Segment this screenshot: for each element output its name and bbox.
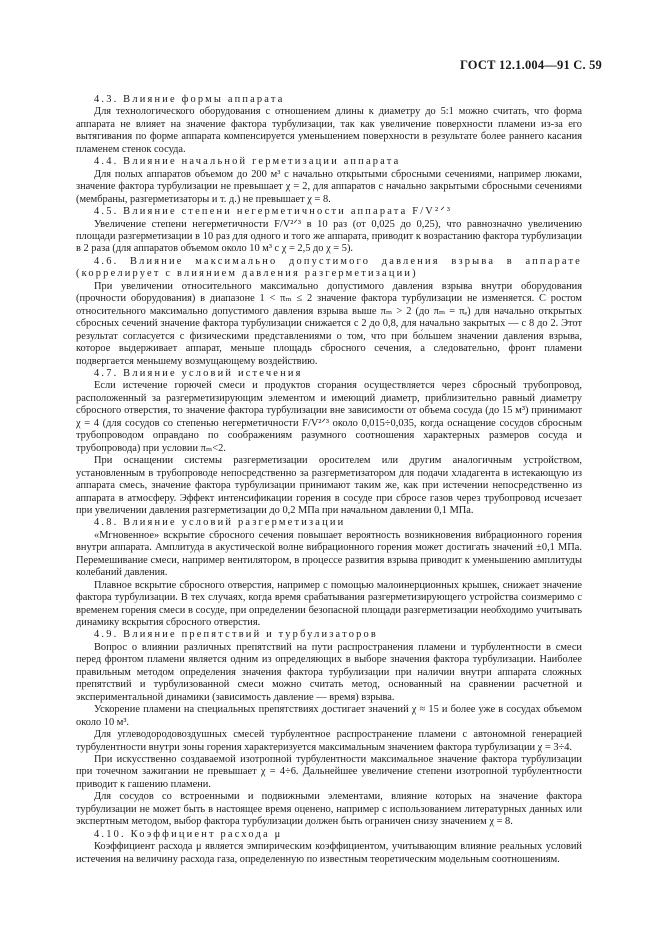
document-body xyxy=(76,94,582,866)
section-heading-4-6: 4.6. Влияние максимально допустимого давления взрыва в аппарате (коррелирует с влиянием давления разгерметизации) xyxy=(76,255,582,280)
section-heading-4-5: 4.5. Влияние степени негерметичности аппарата F/V²ᐟ³ xyxy=(94,206,453,218)
page-header: ГОСТ 12.1.004—91 С. 59 xyxy=(459,58,602,72)
section-heading-4-3: 4.3. Влияние формы аппарата xyxy=(94,94,285,105)
paragraph: Коэффициент расхода μ является эмпирическим коэффициентом, учитывающим влияние реальных условий истечения на величину расхода газа, определенную по известным теоретическим модельным соотношениям. xyxy=(76,841,582,865)
paragraph: Плавное вскрытие сбросного отверстия, например с помощью малоинерционных крышек, снижает значение фактора турбулизации. В тех случаях, когда время срабатывания разгерметизирующего устройства соизмеримо с временем горения смеси в сосуде, при определении безопасной площади разгерметизации необходимо учитывать динамику вскрытия сбросного отверстия. xyxy=(76,579,582,629)
paragraph: При оснащении системы разгерметизации оросителем или другим аналогичным устройством, установленным в трубопроводе непосредственно за разгерметизатором для подачи хладагента в истекающую из аппарата смесь, значение фактора турбулизации принимают таким же, как при истечении непосредственно из аппарата в атмосферу. Эффект интенсификации горения в сосуде при сбросе газов через трубопровод исчезает при увеличении давления разгерметизации до 0,2 МПа при начальном давлении 0,1 МПа. xyxy=(76,455,582,516)
section-heading-4-9: 4.9. Влияние препятствий и турбулизаторов xyxy=(94,629,378,641)
paragraph: При увеличении относительного максимально допустимого давления взрыва внутри оборудования (прочности оборудования) в диапазоне 1 < πₘ ≤ 2 значение фактора турбулизации не изменяется. С ростом относительного максимально допустимого давления взрыва выше πₘ > 2 (до πₘ = πₑ) для начально открытых сбросных сечений значение фактора турбулизации снижается с 2 до 0,8, для начально закрытых — с 8 до 2. Этот результат согласуется с физическими представлениями о том, что при бо́льшем значении давления взрыва, которое выдерживает аппарат, меньше площадь сбросного сечения, а следовательно, фронт пламени подвергается меньшему возмущающему воздействию. xyxy=(76,280,582,367)
paragraph: Для углеводородовоздушных смесей турбулентное распространение пламени с автономной генерацией турбулентности внутри зоны горения характеризуется максимальным значением фактора турбулизации χ = 3÷4. xyxy=(76,729,582,753)
section-heading-4-8: 4.8. Влияние условий разгерметизации xyxy=(94,517,346,529)
paragraph: Ускорение пламени на специальных препятствиях достигает значений χ ≈ 15 и более уже в сосудах объемом около 10 м³. xyxy=(76,704,582,728)
paragraph: Вопрос о влиянии различных препятствий на пути распространения пламени и турбулентности в смеси перед фронтом пламени является одним из определяющих в выборе значения фактора турбулизации. Наиболее правильным методом определения значения фактора турбулизации при наличии внутри аппарата сложных препятствий и турбулизованной смеси можно считать метод, основанный на сравнении расчетной и экспериментальной динамики (зависимость давление — время) взрыва. xyxy=(76,641,582,703)
paragraph: Если истечение горючей смеси и продуктов сгорания осуществляется через сбросный трубопровод, расположенный за разгерметизирующим элементом и имеющий диаметр, приблизительно равный диаметру сбросного отверстия, то значение фактора турбулизации вне зависимости от объема сосуда (до 15 м³) принимают χ = 4 (для сосудов со степенью негерметичности F/V²ᐟ³ около 0,015÷0,035, когда оснащение сосудов сбросным трубопроводом оправдано по соображениям разумного соотношения характерных размеров сосуда и трубопровода) при условии πₘ<2. xyxy=(76,380,582,454)
paragraph: «Мгновенное» вскрытие сбросного сечения повышает вероятность возникновения вибрационного горения внутри аппарата. Амплитуда в акустической волне вибрационного горения может достигать значений ±0,1 МПа. Перемешивание смеси, например вентилятором, в процессе развития взрыва приводит к уменьшению амплитуды колебаний давления. xyxy=(76,529,582,579)
paragraph: При искусственно создаваемой изотропной турбулентности максимальное значение фактора турбулизации при точечном зажигании не превышает χ = 4÷6. Дальнейшее увеличение степени изотропной турбулентности приводит к гашению пламени. xyxy=(76,754,582,790)
section-heading-4-7: 4.7. Влияние условий истечения xyxy=(94,367,303,379)
paragraph: Для полых аппаратов объемом до 200 м³ с начально открытыми сбросными сечениями, например люками, значение фактора турбулизации не превышает χ = 2, для аппаратов с начально закрытыми сбросными сечениями (мембраны, разгерметизаторы и т. д.) не превышает χ = 8. xyxy=(76,168,582,205)
paragraph: Увеличение степени негерметичности F/V²ᐟ³ в 10 раз (от 0,025 до 0,25), что равнозначно увеличению площади разгерметизации в 10 раз для одного и того же аппарата, приводит к возрастанию фактора турбулизации в 2 раза (для аппаратов объемом около 10 м³ с χ = 2,5 до χ = 5). xyxy=(76,218,582,255)
section-heading-4-10: 4.10. Коэффициент расхода μ xyxy=(94,828,283,840)
paragraph: Для технологического оборудования с отношением длины к диаметру до 5:1 можно считать, что форма аппарата не влияет на значение фактора турбулизации, так как увеличение поверхности пламени из-за его вытягивания по форме аппарата компенсируется уменьшением поверхности в результате более раннего касания пламенем стенок сосуда. xyxy=(76,106,582,155)
section-heading-4-4: 4.4. Влияние начальной герметизации аппарата xyxy=(94,156,401,168)
paragraph: Для сосудов со встроенными и подвижными элементами, влияние которых на значение фактора турбулизации не может быть в настоящее время оценено, например с использованием литературных данных или экспертным методом, выбор фактора турбулизации должен быть ограничен снизу значением χ = 8. xyxy=(76,791,582,828)
